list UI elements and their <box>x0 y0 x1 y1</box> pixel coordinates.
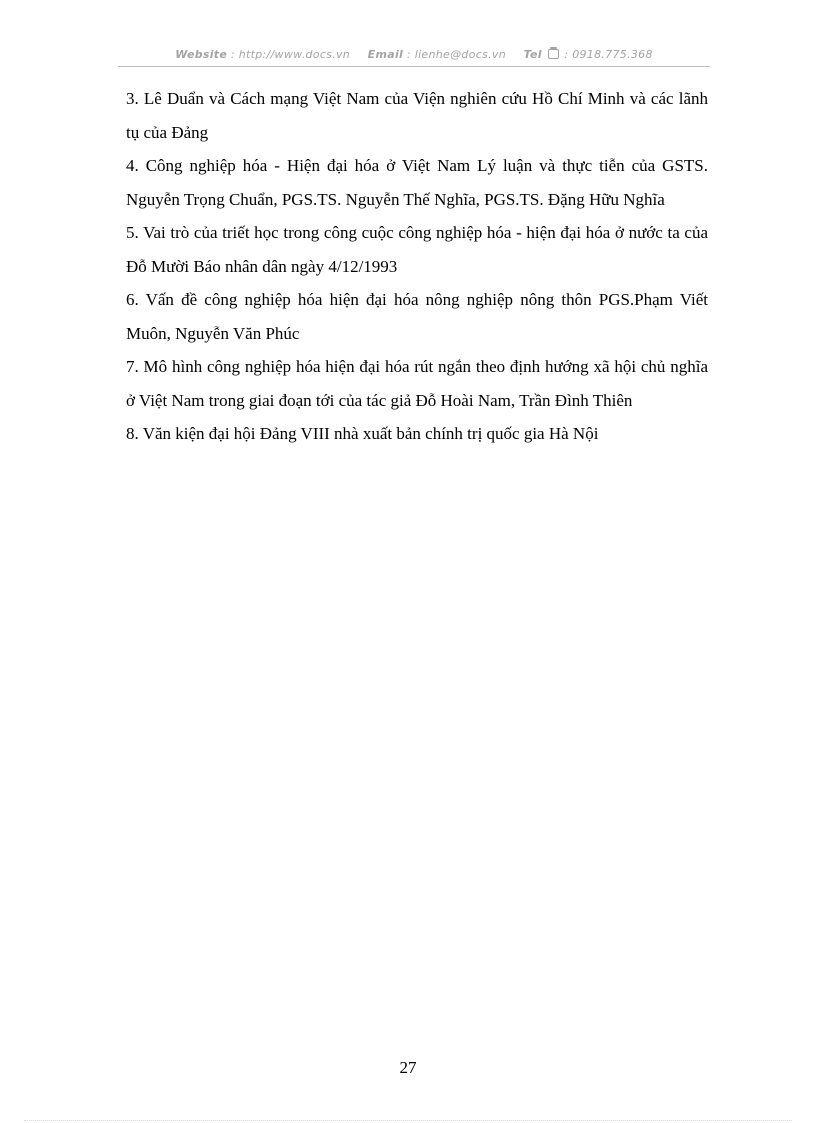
email-label: Email <box>367 48 404 61</box>
reference-item: 8. Văn kiện đại hội Đảng VIII nhà xuất bản chính trị quốc gia Hà Nội <box>126 424 599 443</box>
page-number: 27 <box>399 1058 417 1077</box>
tel-value: : 0918.775.368 <box>564 48 653 61</box>
references-list <box>126 82 708 451</box>
page-header <box>118 48 710 61</box>
reference-item: 4. Công nghiệp hóa - Hiện đại hóa ở Việt Nam Lý luận và thực tiễn của GSTS. Nguyễn Trọng Chuẩn, PGS.TS. Nguyễn Thế Nghĩa, PGS.TS. Đặng Hữu Nghĩa <box>126 156 708 209</box>
page-bottom-divider <box>24 1120 792 1121</box>
reference-item: 3. Lê Duẩn và Cách mạng Việt Nam của Viện nghiên cứu Hồ Chí Minh và các lãnh tụ của Đảng <box>126 89 708 142</box>
email-value: : lienhe@docs.vn <box>406 48 506 61</box>
reference-item: 6. Vấn đề công nghiệp hóa hiện đại hóa nông nghiệp nông thôn PGS.Phạm Viết Muôn, Nguyễn Văn Phúc <box>126 290 708 343</box>
phone-icon <box>548 49 559 59</box>
reference-item: 5. Vai trò của triết học trong công cuộc công nghiệp hóa - hiện đại hóa ở nước ta của Đỗ Mười Báo nhân dân ngày 4/12/1993 <box>126 223 708 276</box>
reference-item: 7. Mô hình công nghiệp hóa hiện đại hóa rút ngắn theo định hướng xã hội chủ nghĩa ở Việt Nam trong giai đoạn tới của tác giả Đỗ Hoài Nam, Trần Đình Thiên <box>126 357 708 410</box>
website-label: Website <box>175 48 228 61</box>
tel-label: Tel <box>523 48 542 61</box>
header-divider <box>118 66 710 67</box>
website-value: : http://www.docs.vn <box>230 48 351 61</box>
